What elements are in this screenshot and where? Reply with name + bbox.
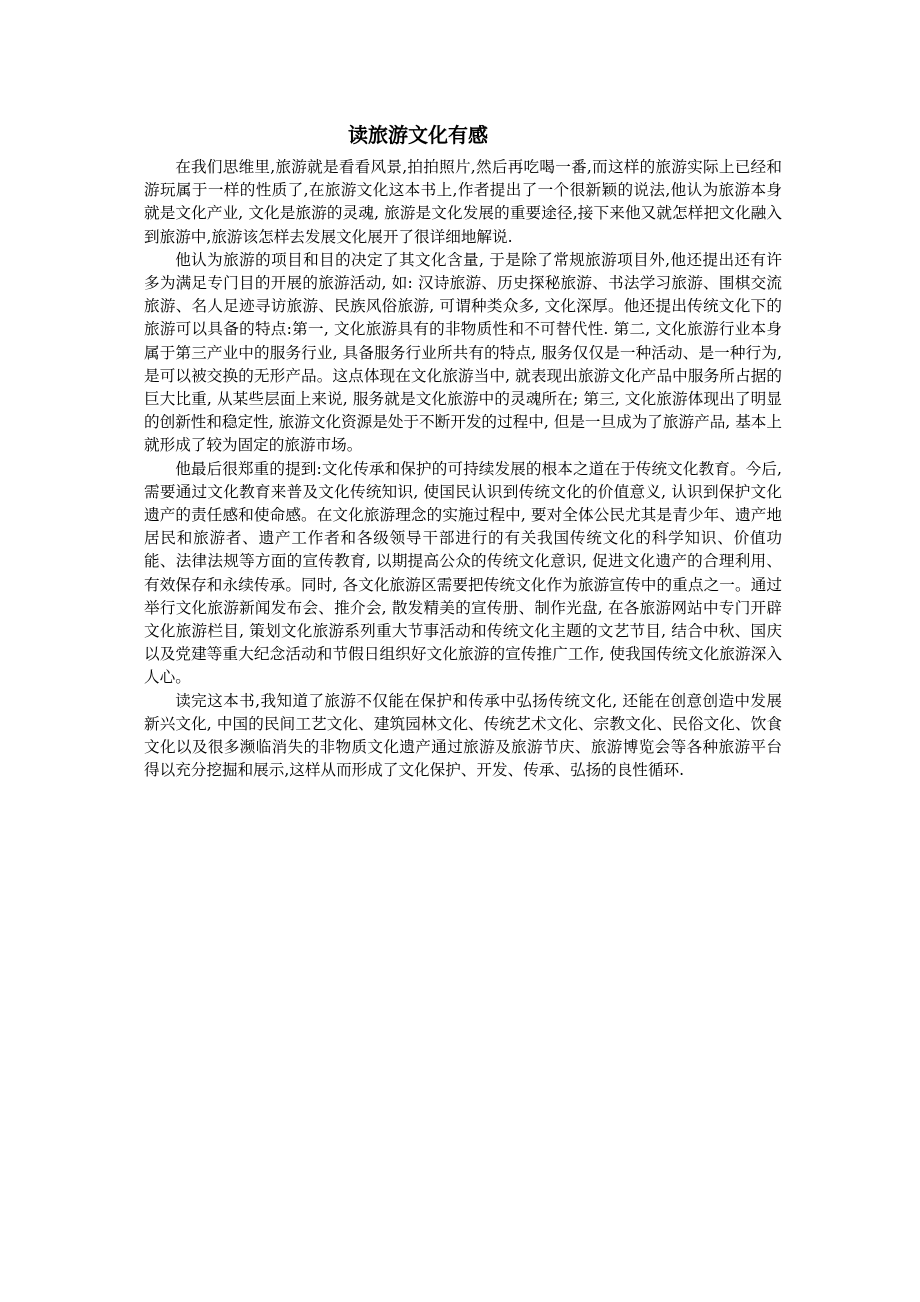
document-title: 读旅游文化有感 — [348, 123, 488, 147]
paragraph-2: 他认为旅游的项目和目的决定了其文化含量, 于是除了常规旅游项目外,他还提出还有许多为满足专门目的开展的旅游活动, 如: 汉诗旅游、历史探秘旅游、书法学习旅游、围棋交流旅游、名人足迹寻访旅游、民族风俗旅游, 可谓种类众多, 文化深厚。他还提出传统文化下的旅游可以具备的特点:第一, 文化旅游具有的非物质性和不可替代性. 第二, 文化旅游行业本身属于第三产业中的服务行业, 具备服务行业所共有的特点, 服务仅仅是一种活动、是一种行为, 是可以被交换的无形产品。这点体现在文化旅游当中, 就表现出旅游文化产品中服务所占据的巨大比重, 从某些层面上来说, 服务就是文化旅游中的灵魂所在; 第三, 文化旅游体现出了明显的创新性和稳定性, 旅游文化资源是处于不断开发的过程中, 但是一旦成为了旅游产品, 基本上就形成了较为固定的旅游市场。 — [144, 250, 782, 455]
paragraph-4: 读完这本书,我知道了旅游不仅能在保护和传承中弘扬传统文化, 还能在创意创造中发展新兴文化, 中国的民间工艺文化、建筑园林文化、传统艺术文化、宗教文化、民俗文化、饮食文化以及很多濒临消失的非物质文化遗产通过旅游及旅游节庆、旅游博览会等各种旅游平台得以充分挖掘和展示,这样从而形成了文化保护、开发、传承、弘扬的良性循环. — [144, 691, 782, 780]
paragraph-3: 他最后很郑重的提到:文化传承和保护的可持续发展的根本之道在于传统文化教育。今后, 需要通过文化教育来普及文化传统知识, 使国民认识到传统文化的价值意义, 认识到保护文化遗产的责任感和使命感。在文化旅游理念的实施过程中, 要对全体公民尤其是青少年、遗产地居民和旅游者、遗产工作者和各级领导干部进行的有关我国传统文化的科学知识、价值功能、法律法规等方面的宣传教育, 以期提高公众的传统文化意识, 促进文化遗产的合理利用、有效保存和永续传承。同时, 各文化旅游区需要把传统文化作为旅游宣传中的重点之一。通过举行文化旅游新闻发布会、推介会, 散发精美的宣传册、制作光盘, 在各旅游网站中专门开辟文化旅游栏目, 策划文化旅游系列重大节事活动和传统文化主题的文艺节目, 结合中秋、国庆以及党建等重大纪念活动和节假日组织好文化旅游的宣传推广工作, 使我国传统文化旅游深入人心。 — [144, 459, 782, 687]
paragraph-1: 在我们思维里,旅游就是看看风景,拍拍照片,然后再吃喝一番,而这样的旅游实际上已经和游玩属于一样的性质了,在旅游文化这本书上,作者提出了一个很新颖的说法,他认为旅游本身就是文化产业, 文化是旅游的灵魂, 旅游是文化发展的重要途径,接下来他又就怎样把文化融入到旅游中,旅游该怎样去发展文化展开了很详细地解说. — [144, 158, 782, 246]
document-body — [144, 156, 782, 782]
